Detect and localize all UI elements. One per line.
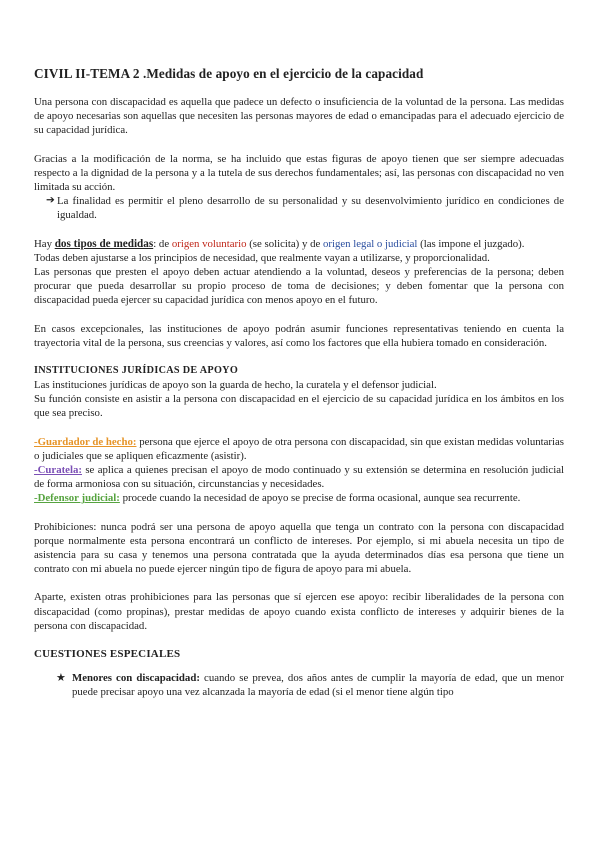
curatela-label: -Curatela:: [34, 464, 82, 477]
origen-voluntario: origen voluntario: [171, 237, 247, 250]
guardador-text: persona que ejerce el apoyo de otra persona con discapacidad, sin que existan medidas voluntarias o judiciales que se apliquen eficazmente (asistir).: [34, 435, 564, 462]
curatela-text: se aplica a quienes precisan el apoyo de modo continuado y su extensión se determina en resolución judicial de forma armoniosa con su situación, circunstancias y necesidades.: [34, 464, 564, 491]
menores-label: Menores con discapacidad:: [72, 672, 200, 685]
defensor-text: procede cuando la necesidad de apoyo se precise de forma ocasional, aunque sea recurrente.: [119, 492, 521, 505]
tipos-mid: (se solicita) y de: [246, 237, 323, 250]
tipos-colon: : de: [153, 237, 172, 250]
tipos-lead: Hay: [34, 237, 55, 250]
prohibiciones-paragraph-2: Aparte, existen otras prohibiciones para las personas que sí ejercen ese apoyo: recibir liberalidades de la persona con discapacidad (como propinas), prestar medidas de apoyo cuando exista conflicto de intereses y adquirir bienes de la persona con discapacidad.: [34, 591, 564, 632]
guardador-label: -Guardador de hecho:: [34, 435, 137, 448]
defensor-paragraph: [34, 491, 564, 505]
intro-bullet: [34, 194, 564, 222]
intro-bullet-text: La finalidad es permitir el pleno desarrollo de su personalidad y su desenvolvimiento jurídico en condiciones de igualdad.: [57, 195, 564, 222]
document-page: [34, 66, 564, 700]
page-title: CIVIL II-TEMA 2 .Medidas de apoyo en el ejercicio de la capacidad: [34, 66, 424, 81]
prohibiciones-paragraph-1: Prohibiciones: nunca podrá ser una persona de apoyo aquella que tenga un contrato con la persona con discapacidad porque normalmente esta persona encontrará un conflicto de intereses. Por ejemplo, si mi abuela necesita un tipo de asistencia para su casa y tenemos una persona contratada que la ayuda determinados días esa persona que tiene un contrato con mi abuela no puede ejercer ningún tipo de figura de apoyo para mi abuela.: [34, 520, 564, 576]
curatela-paragraph: [34, 463, 564, 491]
origen-legal: origen legal o judicial: [322, 237, 418, 250]
instituciones-paragraph-2: Su función consiste en asistir a la persona con discapacidad en el ejercicio de su capacidad jurídica en los ámbitos en los que sea preciso.: [34, 393, 564, 420]
menores-text: cuando se prevea, dos años antes de cumplir la mayoría de edad, que un menor puede precisar apoyo una vez alcanzada la mayoría de edad (si el menor tiene algún tipo: [72, 672, 564, 699]
intro-paragraph-2: Gracias a la modificación de la norma, se ha incluido que estas figuras de apoyo tienen que ser siempre adecuadas respecto a la dignidad de la persona y a la tutela de sus derechos fundamentales; así, las personas con discapacidad no ven limitada su acción.: [34, 152, 564, 194]
tipos-paragraph-3: Las personas que presten el apoyo deben actuar atendiendo a la voluntad, deseos y preferencias de la persona; deben procurar que pueda desarrollar su propio proceso de toma de decisiones; y deben fomentar que la persona con discapacidad pueda ejercer su capacidad jurídica con menos apoyo en el futuro.: [34, 266, 564, 307]
tipos-label: dos tipos de medidas: [54, 237, 154, 250]
star-icon: ★: [56, 672, 66, 685]
arrow-right-icon: ➔: [46, 195, 55, 207]
tipos-paragraph-2: Todas deben ajustarse a los principios de necesidad, que realmente vayan a utilizarse, y proporcionalidad.: [34, 251, 490, 264]
menores-item: [34, 671, 564, 699]
tipos-paragraph: [34, 237, 564, 251]
tipos-paragraph-4: En casos excepcionales, las instituciones de apoyo podrán asumir funciones representativas teniendo en cuenta la trayectoria vital de la persona, sus creencias y valores, así como los factores que ella hubiera tomado en consideración.: [34, 322, 564, 349]
cuestiones-heading: CUESTIONES ESPECIALES: [34, 648, 181, 661]
guardador-paragraph: [34, 435, 564, 463]
tipos-end: (las impone el juzgado).: [417, 237, 525, 250]
defensor-label: -Defensor judicial:: [34, 492, 120, 505]
instituciones-heading: INSTITUCIONES JURÍDICAS DE APOYO: [34, 365, 239, 377]
intro-paragraph-1: Una persona con discapacidad es aquella que padece un defecto o insuficiencia de la voluntad de la persona. Las medidas de apoyo necesarias son aquellas que necesiten las personas mayores de edad o emancipadas para el adecuado ejercicio de su capacidad jurídica.: [34, 96, 564, 137]
instituciones-paragraph-1: Las instituciones jurídicas de apoyo son la guarda de hecho, la curatela y el defensor judicial.: [34, 379, 437, 392]
